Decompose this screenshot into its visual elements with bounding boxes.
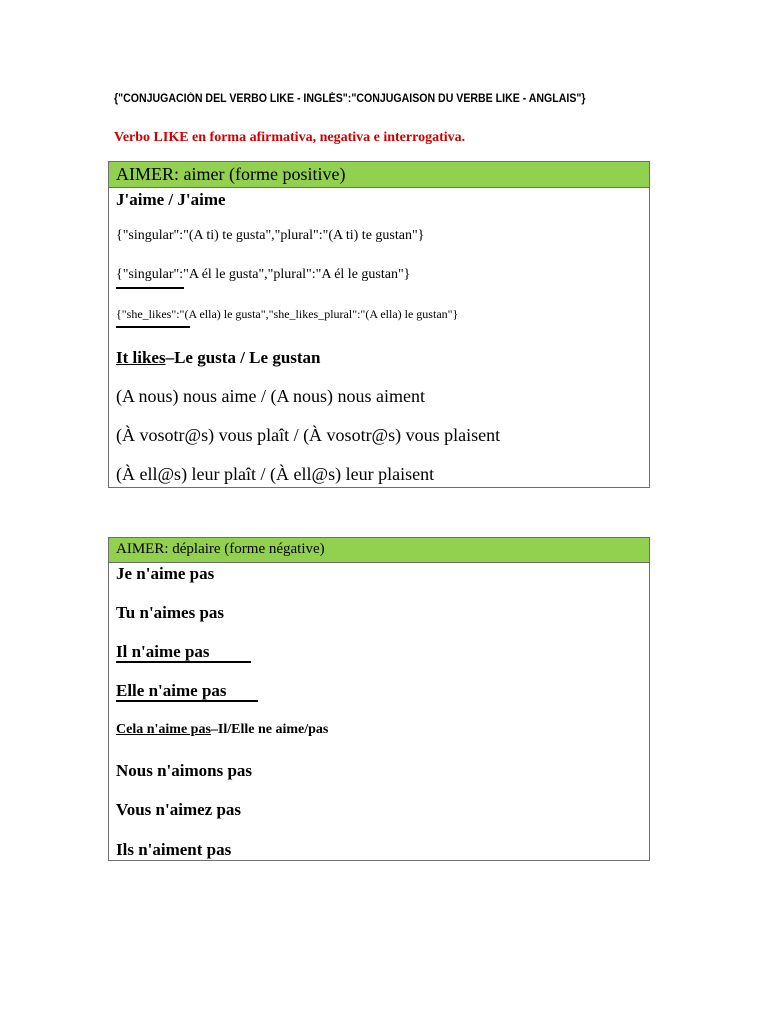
document-subtitle: Verbo LIKE en forma afirmativa, negativa e interrogativa. [114,130,466,145]
positive-line-7: (À vosotr@s) vous plaît / (À vosotr@s) vous plaisent [116,425,501,445]
positive-line-3-rest: ":"A él le gusta","plural":"A él le gustan"} [173,267,411,282]
positive-line-3 [116,267,410,283]
negative-line-2: Tu n'aimes pas [116,603,225,622]
negative-line-4: Elle n'aime pas [116,681,227,700]
positive-line-4: {"she_likes":"(A ella) le gusta","she_likes_plural":"(A ella) le gustan"} [116,307,459,321]
negative-line-1: Je n'aime pas [116,564,215,583]
positive-line-4-underline [116,326,190,328]
positive-line-3-underline [116,287,184,289]
positive-line-8: (À ell@s) leur plaît / (À ell@s) leur plaisent [116,464,435,484]
positive-line-5 [116,348,321,368]
negative-line-5 [116,722,328,738]
negative-line-6: Nous n'aimons pas [116,761,253,780]
positive-line-2: {"singular":"(A ti) te gusta","plural":"(A ti) te gustan"} [116,228,425,243]
negative-line-8: Ils n'aiment pas [116,840,232,859]
positive-line-1: J'aime / J'aime [116,190,226,209]
negative-line-3-underline [116,661,251,663]
negative-line-4-underline [116,700,258,702]
positive-line-5-start: It likes [116,348,166,367]
positive-form-table [108,161,650,488]
negative-line-5-start: Cela n'aime pas [116,722,211,737]
positive-form-header: AIMER: aimer (forme positive) [109,162,649,188]
negative-line-3: Il n'aime pas [116,642,210,661]
positive-line-6: (A nous) nous aime / (A nous) nous aiment [116,386,425,406]
negative-form-table [108,537,650,861]
negative-line-7: Vous n'aimez pas [116,800,242,819]
negative-line-5-rest: –Il/Elle ne aime/pas [210,722,329,737]
positive-line-5-rest: –Le gusta / Le gustan [165,348,321,367]
positive-line-3-start: {"singular [116,267,174,282]
document-title: {"CONJUGACIÓN DEL VERBO LIKE - INGLÉS":"CONJUGAISON DU VERBE LIKE - ANGLAIS"} [114,93,586,105]
negative-form-header: AIMER: déplaire (forme négative) [109,538,649,563]
